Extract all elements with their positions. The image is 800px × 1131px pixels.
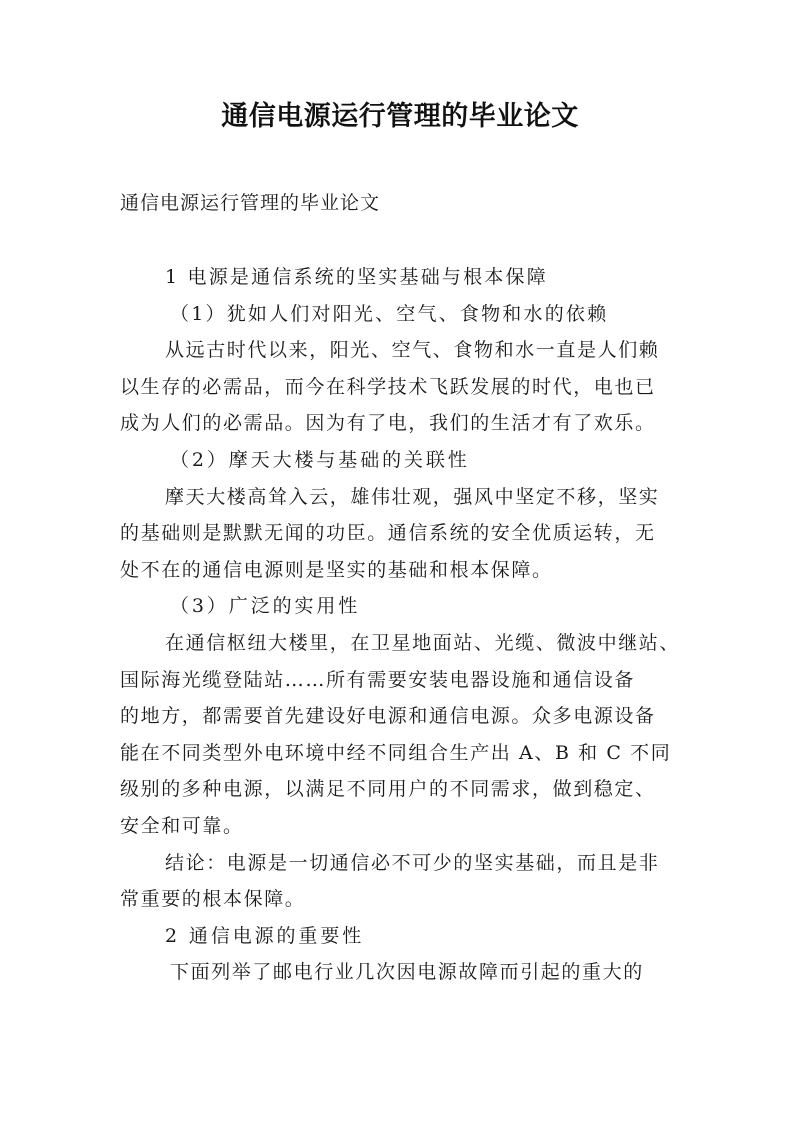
paragraph-line: 下面列举了邮电行业几次因电源故障而引起的重大的 (170, 961, 644, 984)
paragraph-line: 安全和可靠。 (120, 814, 244, 837)
paragraph-line: 常重要的根本保障。 (120, 888, 306, 911)
paragraph-line: 以生存的必需品，而今在科学技术飞跃发展的时代，电也已 (120, 375, 656, 398)
section-heading-2: 2 通信电源的重要性 (165, 924, 365, 947)
paragraph-line: 从远古时代以来，阳光、空气、食物和水一直是人们赖 (165, 339, 660, 362)
subsection-heading: （3）广泛的实用性 (170, 595, 361, 618)
paragraph-line: 摩天大楼高耸入云，雄伟壮观，强风中坚定不移，坚实 (165, 485, 660, 508)
paragraph-line: 国际海光缆登陆站……所有需要安装电器设施和通信设备 (120, 668, 636, 691)
subsection-heading: （1）犹如人们对阳光、空气、食物和水的依赖 (170, 302, 609, 325)
section-heading-1: 1 电源是通信系统的坚实基础与根本保障 (165, 266, 548, 288)
paragraph-line: 的地方，都需要首先建设好电源和通信电源。众多电源设备 (120, 705, 656, 728)
subsection-heading: （2）摩天大楼与基础的关联性 (170, 448, 470, 471)
paragraph-line: 能在不同类型外电环境中经不同组合生产出 A、B 和 C 不同 (120, 741, 672, 764)
paragraph-line: 的基础则是默默无闻的功臣。通信系统的安全优质运转，无 (120, 522, 656, 545)
paragraph-line: 结论：电源是一切通信必不可少的坚实基础，而且是非 (165, 851, 660, 874)
document-subtitle: 通信电源运行管理的毕业论文 (120, 192, 381, 214)
paragraph-line: 在通信枢纽大楼里，在卫星地面站、光缆、微波中继站、 (165, 631, 681, 654)
paragraph-line: 成为人们的必需品。因为有了电，我们的生活才有了欢乐。 (120, 412, 656, 435)
document-title: 通信电源运行管理的毕业论文 (221, 101, 579, 132)
document-body (120, 259, 700, 991)
paragraph-line: 级别的多种电源，以满足不同用户的不同需求，做到稳定、 (120, 778, 656, 801)
paragraph-line: 处不在的通信电源则是坚实的基础和根本保障。 (120, 558, 553, 581)
